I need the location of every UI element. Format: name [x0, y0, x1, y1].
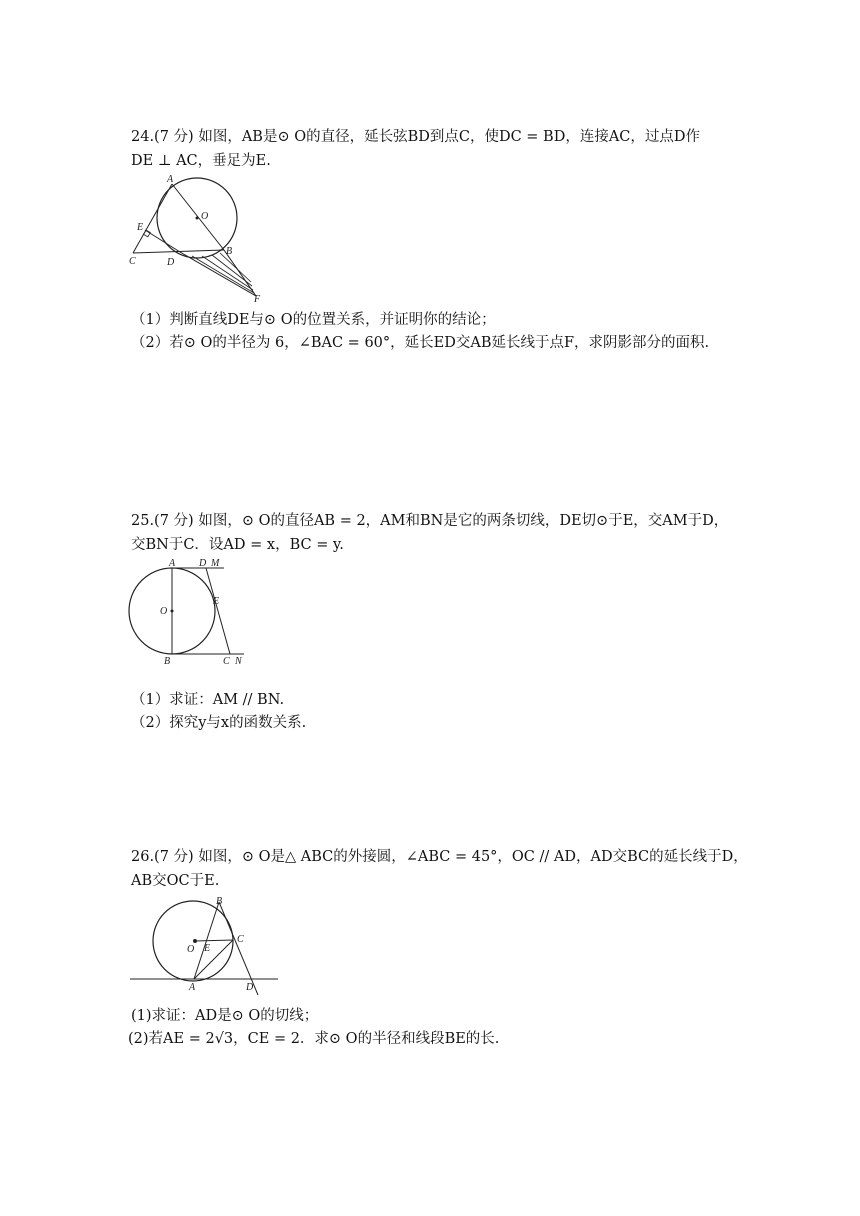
problem-26-question-1: (1)求证：AD是⊙ O的切线； — [131, 1008, 319, 1024]
fig25-label-D: D — [199, 558, 207, 569]
problem-26-line-2: AB交OC于E. — [131, 873, 220, 889]
fig24-label-O: O — [201, 211, 209, 222]
fig25-label-A: A — [169, 558, 176, 569]
problem-25-question-2: （2）探究y与x的函数关系. — [131, 715, 307, 731]
fig25-label-M: M — [211, 558, 220, 569]
fig24-label-C: C — [129, 256, 136, 267]
fig25-label-C: C — [223, 656, 230, 667]
fig26-label-O: O — [187, 944, 195, 955]
fig25-label-B: B — [164, 656, 171, 667]
fig25-label-N: N — [235, 656, 242, 667]
fig26-label-D: D — [246, 982, 254, 993]
fig26-label-B: B — [216, 896, 223, 907]
fig24-label-F: F — [254, 294, 261, 305]
fig26-label-E: E — [204, 943, 211, 954]
fig24-label-D: D — [167, 257, 175, 268]
problem-25-line-1: 25.(7 分) 如图，⊙ O的直径AB = 2，AM和BN是它的两条切线，DE切⊙于E，交AM于D， — [131, 513, 729, 529]
problem-24-line-1: 24.(7 分) 如图，AB是⊙ O的直径，延长弦BD到点C，使DC = BD，连接AC，过点D作 — [131, 129, 701, 145]
fig25-label-E: E — [213, 596, 220, 607]
problem-25-question-1: （1）求证：AM // BN. — [131, 692, 285, 708]
problem-24-question-1: （1）判断直线DE与⊙ O的位置关系，并证明你的结论； — [131, 312, 496, 328]
problem-25-line-2: 交BN于C．设AD = x，BC = y. — [131, 537, 344, 553]
fig24-label-A: A — [167, 174, 174, 185]
problem-24-question-2: （2）若⊙ O的半径为 6，∠BAC = 60°，延长ED交AB延长线于点F，求阴影部分的面积. — [131, 335, 710, 351]
problem-26-question-2: (2)若AE = 2√3，CE = 2．求⊙ O的半径和线段BE的长. — [128, 1031, 500, 1047]
problem-25-figure — [124, 556, 254, 668]
fig26-label-A: A — [189, 982, 196, 993]
fig25-label-O: O — [160, 606, 168, 617]
problem-26-figure — [126, 892, 286, 1000]
problem-24-figure — [120, 172, 280, 307]
fig24-label-E: E — [137, 222, 144, 233]
fig26-label-C: C — [237, 934, 244, 945]
fig24-label-B: B — [226, 246, 233, 257]
problem-24-line-2: DE ⊥ AC，垂足为E. — [131, 153, 271, 169]
problem-26-line-1: 26.(7 分) 如图，⊙ O是△ ABC的外接圆，∠ABC = 45°，OC // AD，AD交BC的延长线于D， — [131, 849, 748, 865]
